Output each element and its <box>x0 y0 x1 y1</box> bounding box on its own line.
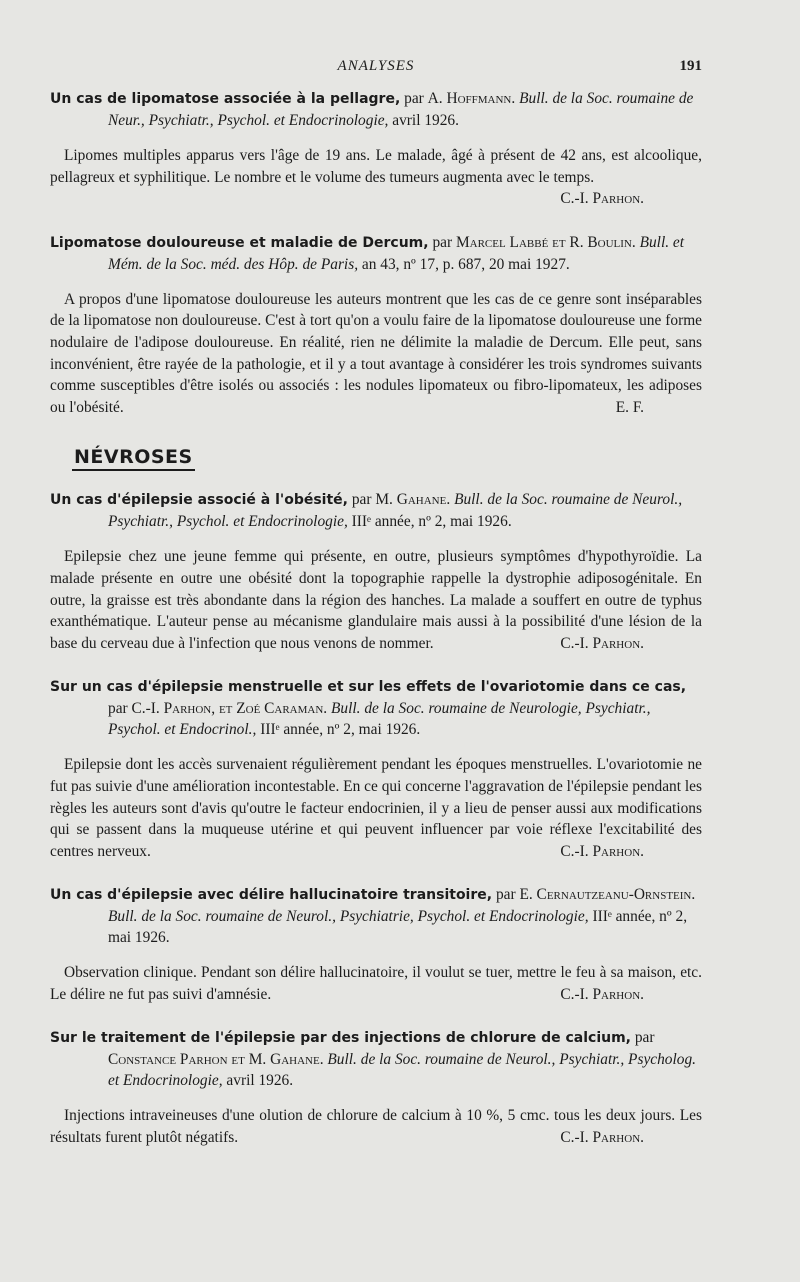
by-word: par <box>634 1029 655 1047</box>
abstract-text: Injections intraveineuses d'une olution de chlorure de calcium à 10 %, 5 cmc. tous les deux jours. Les résultats furent plutôt négatifs. <box>50 1107 702 1147</box>
article-title: Un cas d'épilepsie avec délire hallucinatoire transitoire, <box>50 887 493 904</box>
page-number: 191 <box>679 58 702 74</box>
article-title: Un cas de lipomatose associée à la pellagre, <box>50 91 401 107</box>
reviewer-signature: C.-I. Parhon. <box>560 634 644 652</box>
abstract-text: Epilepsie dont les accès survenaient régulièrement pendant les époques menstruelles. L'ovariotomie ne fut pas suivie d'une amélioration incontestable. En ce qui concerne l'aggravation de l'épilepsie pendant les règles les auteurs sont d'avis qu'outre le facteur endocrinien, il y a lieu de penser aussi aux modifications qui se passent dans la muqueuse utérine et qui peuvent influencer par voie réflexe l'excitabilité des centres nerveux. <box>50 756 702 860</box>
abstract-text: Lipomes multiples apparus vers l'âge de 19 ans. Le malade, âgé à présent de 42 ans, est alcoolique, pellagreux et syphilitique. Le nombre et le volume des tumeurs augmenta avec le temps. <box>50 147 702 186</box>
review-entry <box>50 88 702 210</box>
abstract <box>50 1105 702 1148</box>
article-date: IIIᵉ année, nº 2, mai 1926. <box>108 908 688 947</box>
by-word: par <box>404 90 424 107</box>
article-title: Sur le traitement de l'épilepsie par des injections de chlorure de calcium, <box>50 1030 631 1047</box>
article-author: A. Hoffmann. <box>427 90 516 107</box>
article-source: Bull. de la Soc. roumaine de Neurologie, Psychiatr., Psychol. et Endocrinol., <box>108 700 651 739</box>
page-content <box>50 88 702 1149</box>
reviewer-signature: C.-I. Parhon. <box>560 190 644 208</box>
reviewer-signature: C.-I. Parhon. <box>560 985 644 1003</box>
reference <box>50 884 702 948</box>
article-date: avril 1926. <box>226 1072 294 1090</box>
abstract <box>50 289 702 419</box>
review-entry <box>50 884 702 1005</box>
article-title: Un cas d'épilepsie associé à l'obésité, <box>50 492 348 509</box>
abstract-text: Epilepsie chez une jeune femme qui présente, en outre, plusieurs symptômes d'hypothyroïdie. La malade présente en outre une obésité dont la topographie rappelle la dystrophie adiposogénitale. En outre, la graisse est très abondante dans la région des hanches. La malade a souffert en outre de typhus exanthématique. L'auteur pense au mécanisme glandulaire mais aussi à la possibilité d'une lésion de la base du cerveau due à l'infection que nous venons de nommer. <box>50 548 702 652</box>
article-source: Bull. de la Soc. roumaine de Neurol., Psychiatr., Psycholog. et Endocrinologie, <box>108 1051 697 1090</box>
reference <box>50 88 702 131</box>
running-title: ANALYSES <box>337 58 415 74</box>
abstract <box>50 145 702 208</box>
article-title: Sur un cas d'épilepsie menstruelle et sur les effets de l'ovariotomie dans ce cas, <box>50 679 687 696</box>
review-entry <box>50 232 702 419</box>
by-word: par <box>432 233 453 251</box>
article-author: C.-I. Parhon, et Zoé Caraman. <box>131 700 328 718</box>
reviewer-signature: E. F. <box>615 398 644 416</box>
article-author: Constance Parhon et M. Gahane. <box>108 1051 324 1069</box>
article-date: an 43, nº 17, p. 687, 20 mai 1927. <box>361 255 570 273</box>
reviewer-signature: C.-I. Parhon. <box>560 842 644 860</box>
reference <box>50 489 702 532</box>
section-heading: NÉVROSES <box>72 446 195 471</box>
review-entry <box>50 1027 702 1148</box>
by-word: par <box>495 886 516 904</box>
article-source: Bull. et Mém. de la Soc. méd. des Hôp. de Paris, <box>108 233 685 273</box>
review-entry <box>50 489 702 654</box>
reference <box>50 676 702 740</box>
article-source: Bull. de la Soc. roumaine de Neurol., Psychiatrie, Psychol. et Endocrinologie, <box>108 908 589 926</box>
abstract-text: Observation clinique. Pendant son délire hallucinatoire, il voulut se tuer, mettre le feu à sa maison, etc. Le délire ne fut pas suivi d'amnésie. <box>50 964 702 1003</box>
article-title: Lipomatose douloureuse et maladie de Dercum, <box>50 234 429 251</box>
article-date: avril 1926. <box>392 112 459 129</box>
by-word: par <box>351 491 372 509</box>
article-author: E. Cernautzeanu-Ornstein. <box>519 886 696 904</box>
article-author: M. Gahane. <box>375 491 451 509</box>
by-word: par <box>108 700 128 718</box>
article-author: Marcel Labbé et R. Boulin. <box>455 233 636 251</box>
abstract <box>50 546 702 654</box>
reference <box>50 232 702 275</box>
review-entry <box>50 676 702 862</box>
article-date: IIIᵉ année, nº 2, mai 1926. <box>260 721 421 739</box>
abstract <box>50 962 702 1005</box>
running-header <box>50 58 702 80</box>
abstract <box>50 754 702 862</box>
article-source: Bull. de la Soc. roumaine de Neurol., Psychiatr., Psychol. et Endocrinologie, <box>108 491 683 531</box>
article-date: IIIᵉ année, nº 2, mai 1926. <box>351 513 512 531</box>
article-source: Bull. de la Soc. roumaine de Neur., Psychiatr., Psychol. et Endocrinologie, <box>108 90 694 129</box>
reference <box>50 1027 702 1091</box>
reviewer-signature: C.-I. Parhon. <box>560 1129 644 1147</box>
abstract-text: A propos d'une lipomatose douloureuse les auteurs montrent que les cas de ce genre sont inséparables de la lipomatose non douloureuse. C'est à tort qu'on a voulu faire de la lipomatose douloureuse une forme nodulaire de l'adipose douloureuse. En réalité, rien ne délimite la maladie de Dercum. Elle peut, sans inconvénient, être rayée de la pathologie, et il y a tout avantage à considérer les trois syndromes suivants comme susceptibles d'être isolés ou associés : les nodules lipomateux ou fibro-lipomateux, les adiposes ou l'obésité. <box>50 290 702 416</box>
